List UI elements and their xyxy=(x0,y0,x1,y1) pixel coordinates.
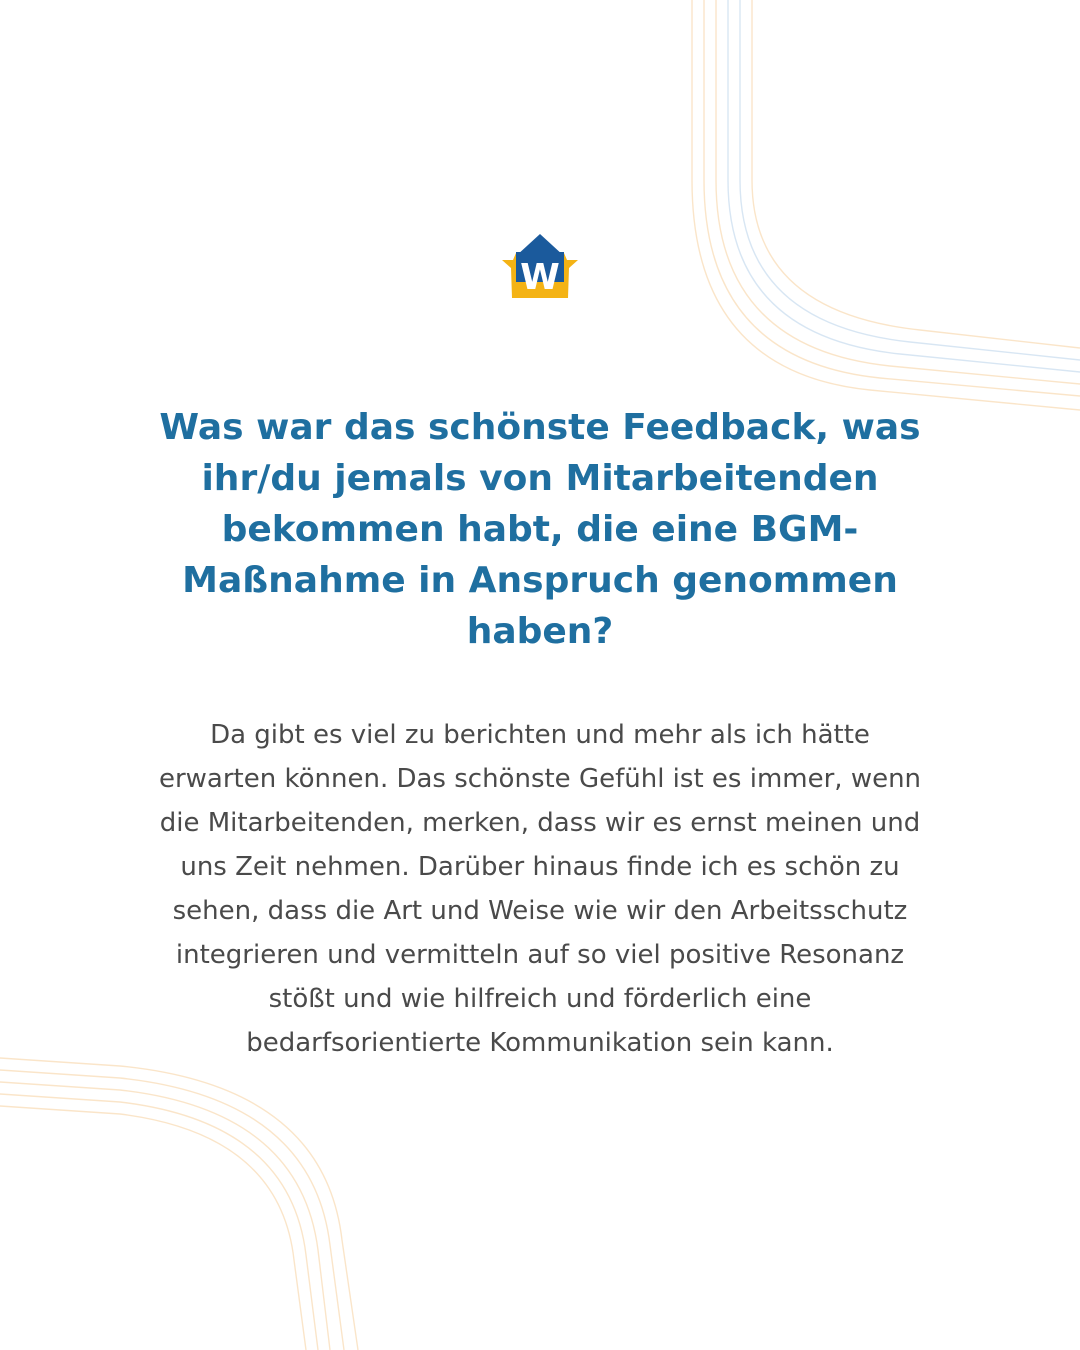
question-heading: Was war das schönste Feedback, was ihr/du jemals von Mitarbeitenden bekommen habt, die eine BGM-Maßnahme in Anspruch genommen haben? xyxy=(159,407,921,652)
answer-text: Da gibt es viel zu berichten und mehr als ich hätte erwarten können. Das schönste Gefühl ist es immer, wenn die Mitarbeitenden, merken, dass wir es ernst meinen und uns Zeit nehmen. Darüber hinaus finde ich es schön zu sehen, dass die Art und Weise wie wir den Arbeitsschutz integrieren und vermitteln auf so viel positive Resonanz stößt und wie hilfreich und förderlich eine bedarfsorientierte Kommunikation sein kann. xyxy=(158,720,922,1058)
house-w-logo xyxy=(500,234,580,300)
bottom-left-curves xyxy=(0,1058,358,1350)
logo-letter: W xyxy=(520,257,560,298)
top-right-curves xyxy=(692,0,1080,410)
